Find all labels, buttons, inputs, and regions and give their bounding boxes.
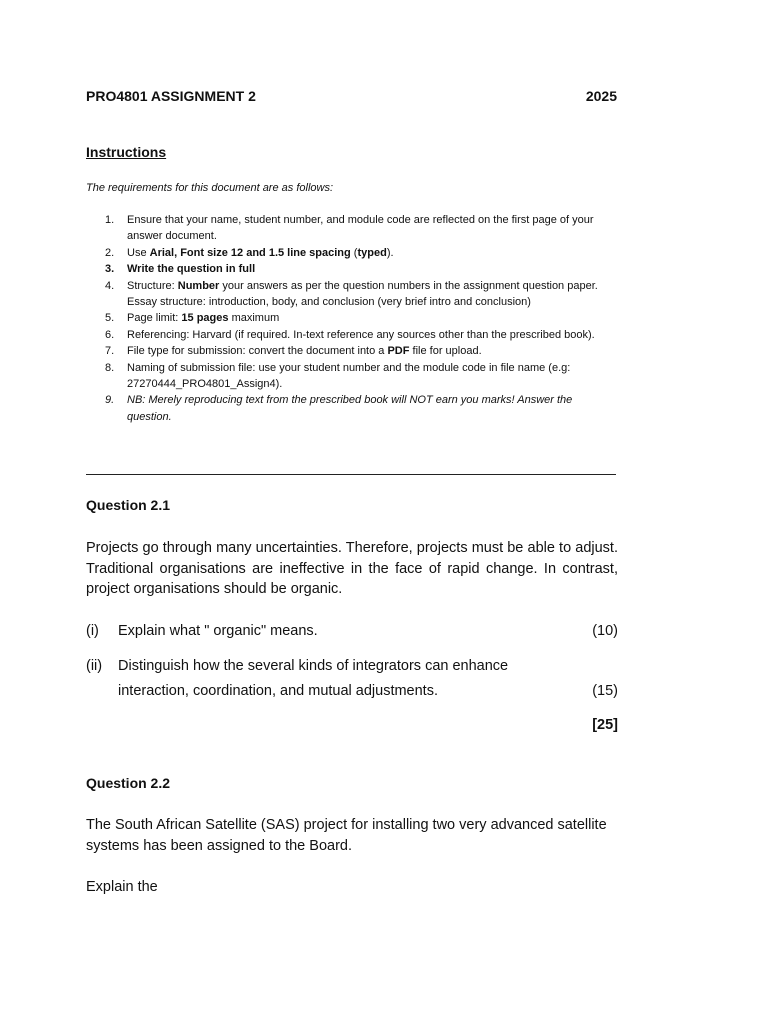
requirement-text: maximum: [228, 312, 280, 325]
requirement-emphasis: PDF: [387, 345, 410, 358]
section-divider: [86, 474, 616, 475]
requirement-number: 6.: [105, 328, 115, 341]
requirement-text: NB: Merely reproducing text from the prescribed book will NOT earn you marks! Answer the question.: [127, 394, 573, 423]
question-2-1-body: Projects go through many uncertainties. Therefore, projects must be able to adjust. Traditional organisations are ineffective in the face of rapid change. In contrast, project organisations should be organic.: [86, 540, 618, 597]
requirement-text: Ensure that your name, student number, and module code are reflected on the first page of your answer document.: [127, 214, 594, 243]
instructions-heading: Instructions: [86, 144, 167, 160]
part-marks: (10): [592, 623, 618, 639]
requirement-number: 4.: [105, 279, 115, 292]
assignment-year: 2025: [585, 88, 617, 104]
part-text: Explain what " organic" means.: [118, 623, 318, 639]
part-numeral: (i): [86, 623, 99, 639]
question-2-1-part-i: [86, 619, 618, 644]
question-2-2-body: The South African Satellite (SAS) project for installing two very advanced satellite systems has been assigned to the Board.: [86, 817, 607, 854]
requirement-text: ).: [386, 246, 394, 259]
requirement-number: 7.: [105, 345, 115, 358]
requirement-number: 3.: [105, 263, 115, 276]
assignment-title: PRO4801 ASSIGNMENT 2: [86, 88, 256, 104]
requirement-number: 1.: [105, 214, 115, 226]
requirement-item: [86, 343, 616, 359]
question-2-1-heading: Question 2.1: [86, 497, 171, 513]
requirement-item: [86, 360, 616, 393]
part-numeral: (ii): [86, 658, 103, 674]
requirement-text: (: [350, 246, 358, 259]
requirement-emphasis: Number: [177, 279, 220, 292]
requirement-item: [86, 212, 616, 245]
requirement-item: [86, 278, 616, 311]
question-2-1-total: [25]: [592, 717, 618, 733]
requirement-number: 8.: [105, 361, 115, 374]
requirement-text: Referencing: Harvard (if required. In-text reference any sources other than the prescribed book).: [127, 328, 595, 341]
requirement-number: 5.: [105, 312, 115, 325]
requirement-text: file for upload.: [409, 345, 482, 358]
requirement-item: [86, 392, 616, 425]
question-2-2-heading: Question 2.2: [86, 775, 171, 791]
question-2-2-prompt: Explain the: [86, 879, 158, 895]
requirement-emphasis: Write the question in full: [127, 263, 256, 276]
requirement-number: 9.: [105, 394, 115, 407]
requirement-text: Naming of submission file: use your student number and the module code in file name (e.g: 27270444_PRO4801_Assign4).: [127, 361, 571, 391]
requirement-text: File type for submission: convert the document into a: [127, 345, 388, 358]
requirements-list: [86, 212, 616, 425]
requirement-text: Page limit:: [127, 312, 182, 325]
requirement-text: Structure:: [127, 279, 178, 292]
requirement-emphasis: typed: [357, 246, 387, 259]
requirement-item: [86, 327, 616, 343]
requirement-item: [86, 261, 616, 277]
requirement-emphasis: Arial, Font size 12 and 1.5 line spacing: [149, 246, 351, 259]
requirement-item: [86, 245, 616, 261]
requirement-text: Use: [127, 246, 150, 259]
part-text: Distinguish how the several kinds of integrators can enhance interaction, coordination, and mutual adjustments.: [118, 658, 509, 699]
instructions-intro: The requirements for this document are as follows:: [86, 182, 334, 194]
requirement-item: [86, 310, 616, 326]
requirement-number: 2.: [105, 246, 115, 259]
question-2-1-part-ii: [86, 654, 618, 703]
requirement-emphasis: 15 pages: [181, 312, 229, 325]
requirement-text: your answers as per the question numbers in the assignment question paper. Essay structure: introduction, body, and conclusion (very brief intro and conclusion): [127, 279, 598, 309]
part-marks: (15): [592, 682, 618, 699]
